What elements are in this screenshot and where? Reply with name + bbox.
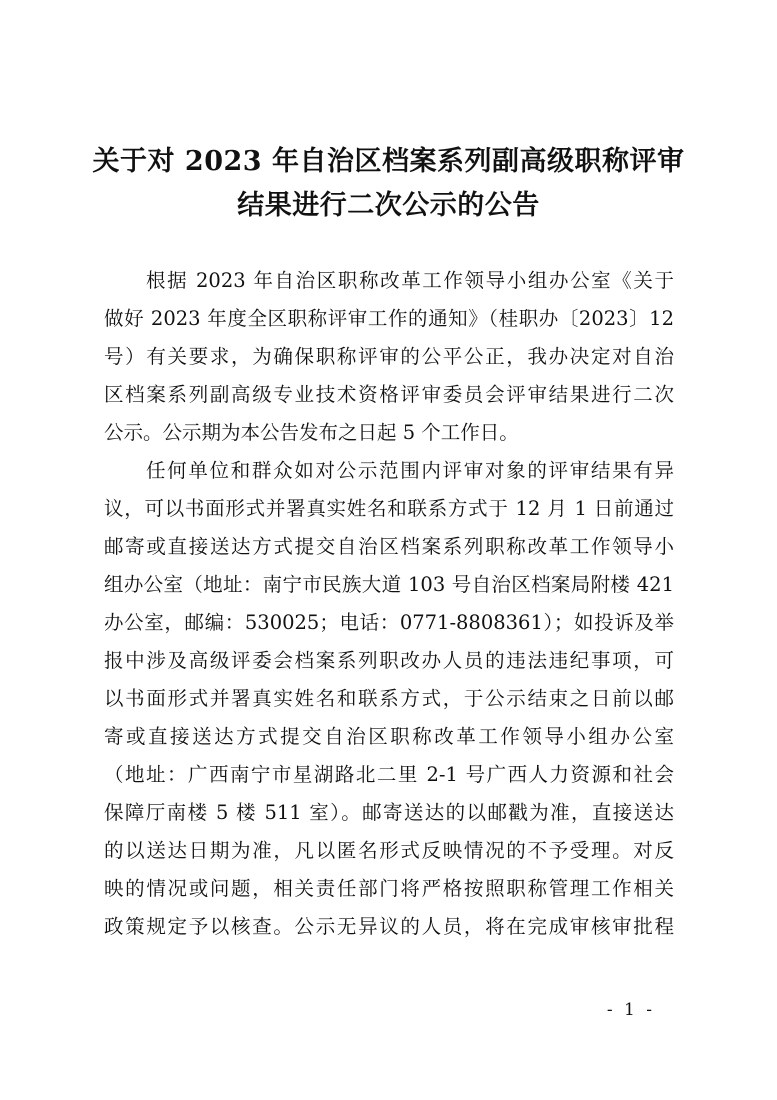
paragraph-1-line: 公示。公示期为本公告发布之日起 5 个工作日。 (104, 421, 519, 444)
title-line-2: 结果进行二次公示的公告 (237, 190, 540, 221)
paragraph-2-line: 映的情况或问题，相关责任部门将严格按照职称管理工作相关 (104, 877, 674, 900)
paragraph-1-line: 根据 2023 年自治区职称改革工作领导小组办公室《关于 (146, 269, 674, 292)
paragraph-2-line: 议，可以书面形式并署真实姓名和联系方式于 12 月 1 日前通过 (104, 497, 674, 520)
page-title (40, 140, 737, 228)
paragraph-2-line: 的以送达日期为准，凡以匿名形式反映情况的不予受理。对反 (104, 839, 674, 862)
paragraph-2-line: 寄或直接送达方式提交自治区职称改革工作领导小组办公室 (104, 725, 674, 748)
title-line-1: 关于对 2023 年自治区档案系列副高级职称评审 (92, 146, 685, 177)
paragraph-2-line: 组办公室（地址：南宁市民族大道 103 号自治区档案局附楼 421 (104, 573, 674, 596)
paragraph-1-line: 号）有关要求，为确保职称评审的公平公正，我办决定对自治 (104, 345, 674, 368)
paragraph-2-line: 以书面形式并署真实姓名和联系方式，于公示结束之日前以邮 (104, 687, 674, 710)
paragraph-2-line: 邮寄或直接送达方式提交自治区档案系列职称改革工作领导小 (104, 535, 674, 558)
paragraph-2-line: 保障厅南楼 5 楼 511 室）。邮寄送达的以邮戳为准，直接送达 (104, 801, 674, 824)
paragraph-2-line: 报中涉及高级评委会档案系列职改办人员的违法违纪事项，可 (104, 649, 674, 672)
paragraph-2-line: 政策规定予以核查。公示无异议的人员，将在完成审核审批程 (104, 915, 674, 938)
paragraph-2-line: 办公室，邮编：530025；电话：0771-8808361）；如投诉及举 (104, 611, 674, 634)
document-body (104, 262, 674, 946)
paragraph-2-line: （地址：广西南宁市星湖路北二里 2-1 号广西人力资源和社会 (104, 763, 674, 786)
paragraph-2-line: 任何单位和群众如对公示范围内评审对象的评审结果有异 (146, 459, 674, 482)
page-number: - 1 - (606, 1000, 655, 1020)
paragraph-1-line: 做好 2023 年度全区职称评审工作的通知》（桂职办〔2023〕12 (104, 307, 674, 330)
paragraph-1-line: 区档案系列副高级专业技术资格评审委员会评审结果进行二次 (104, 383, 674, 406)
